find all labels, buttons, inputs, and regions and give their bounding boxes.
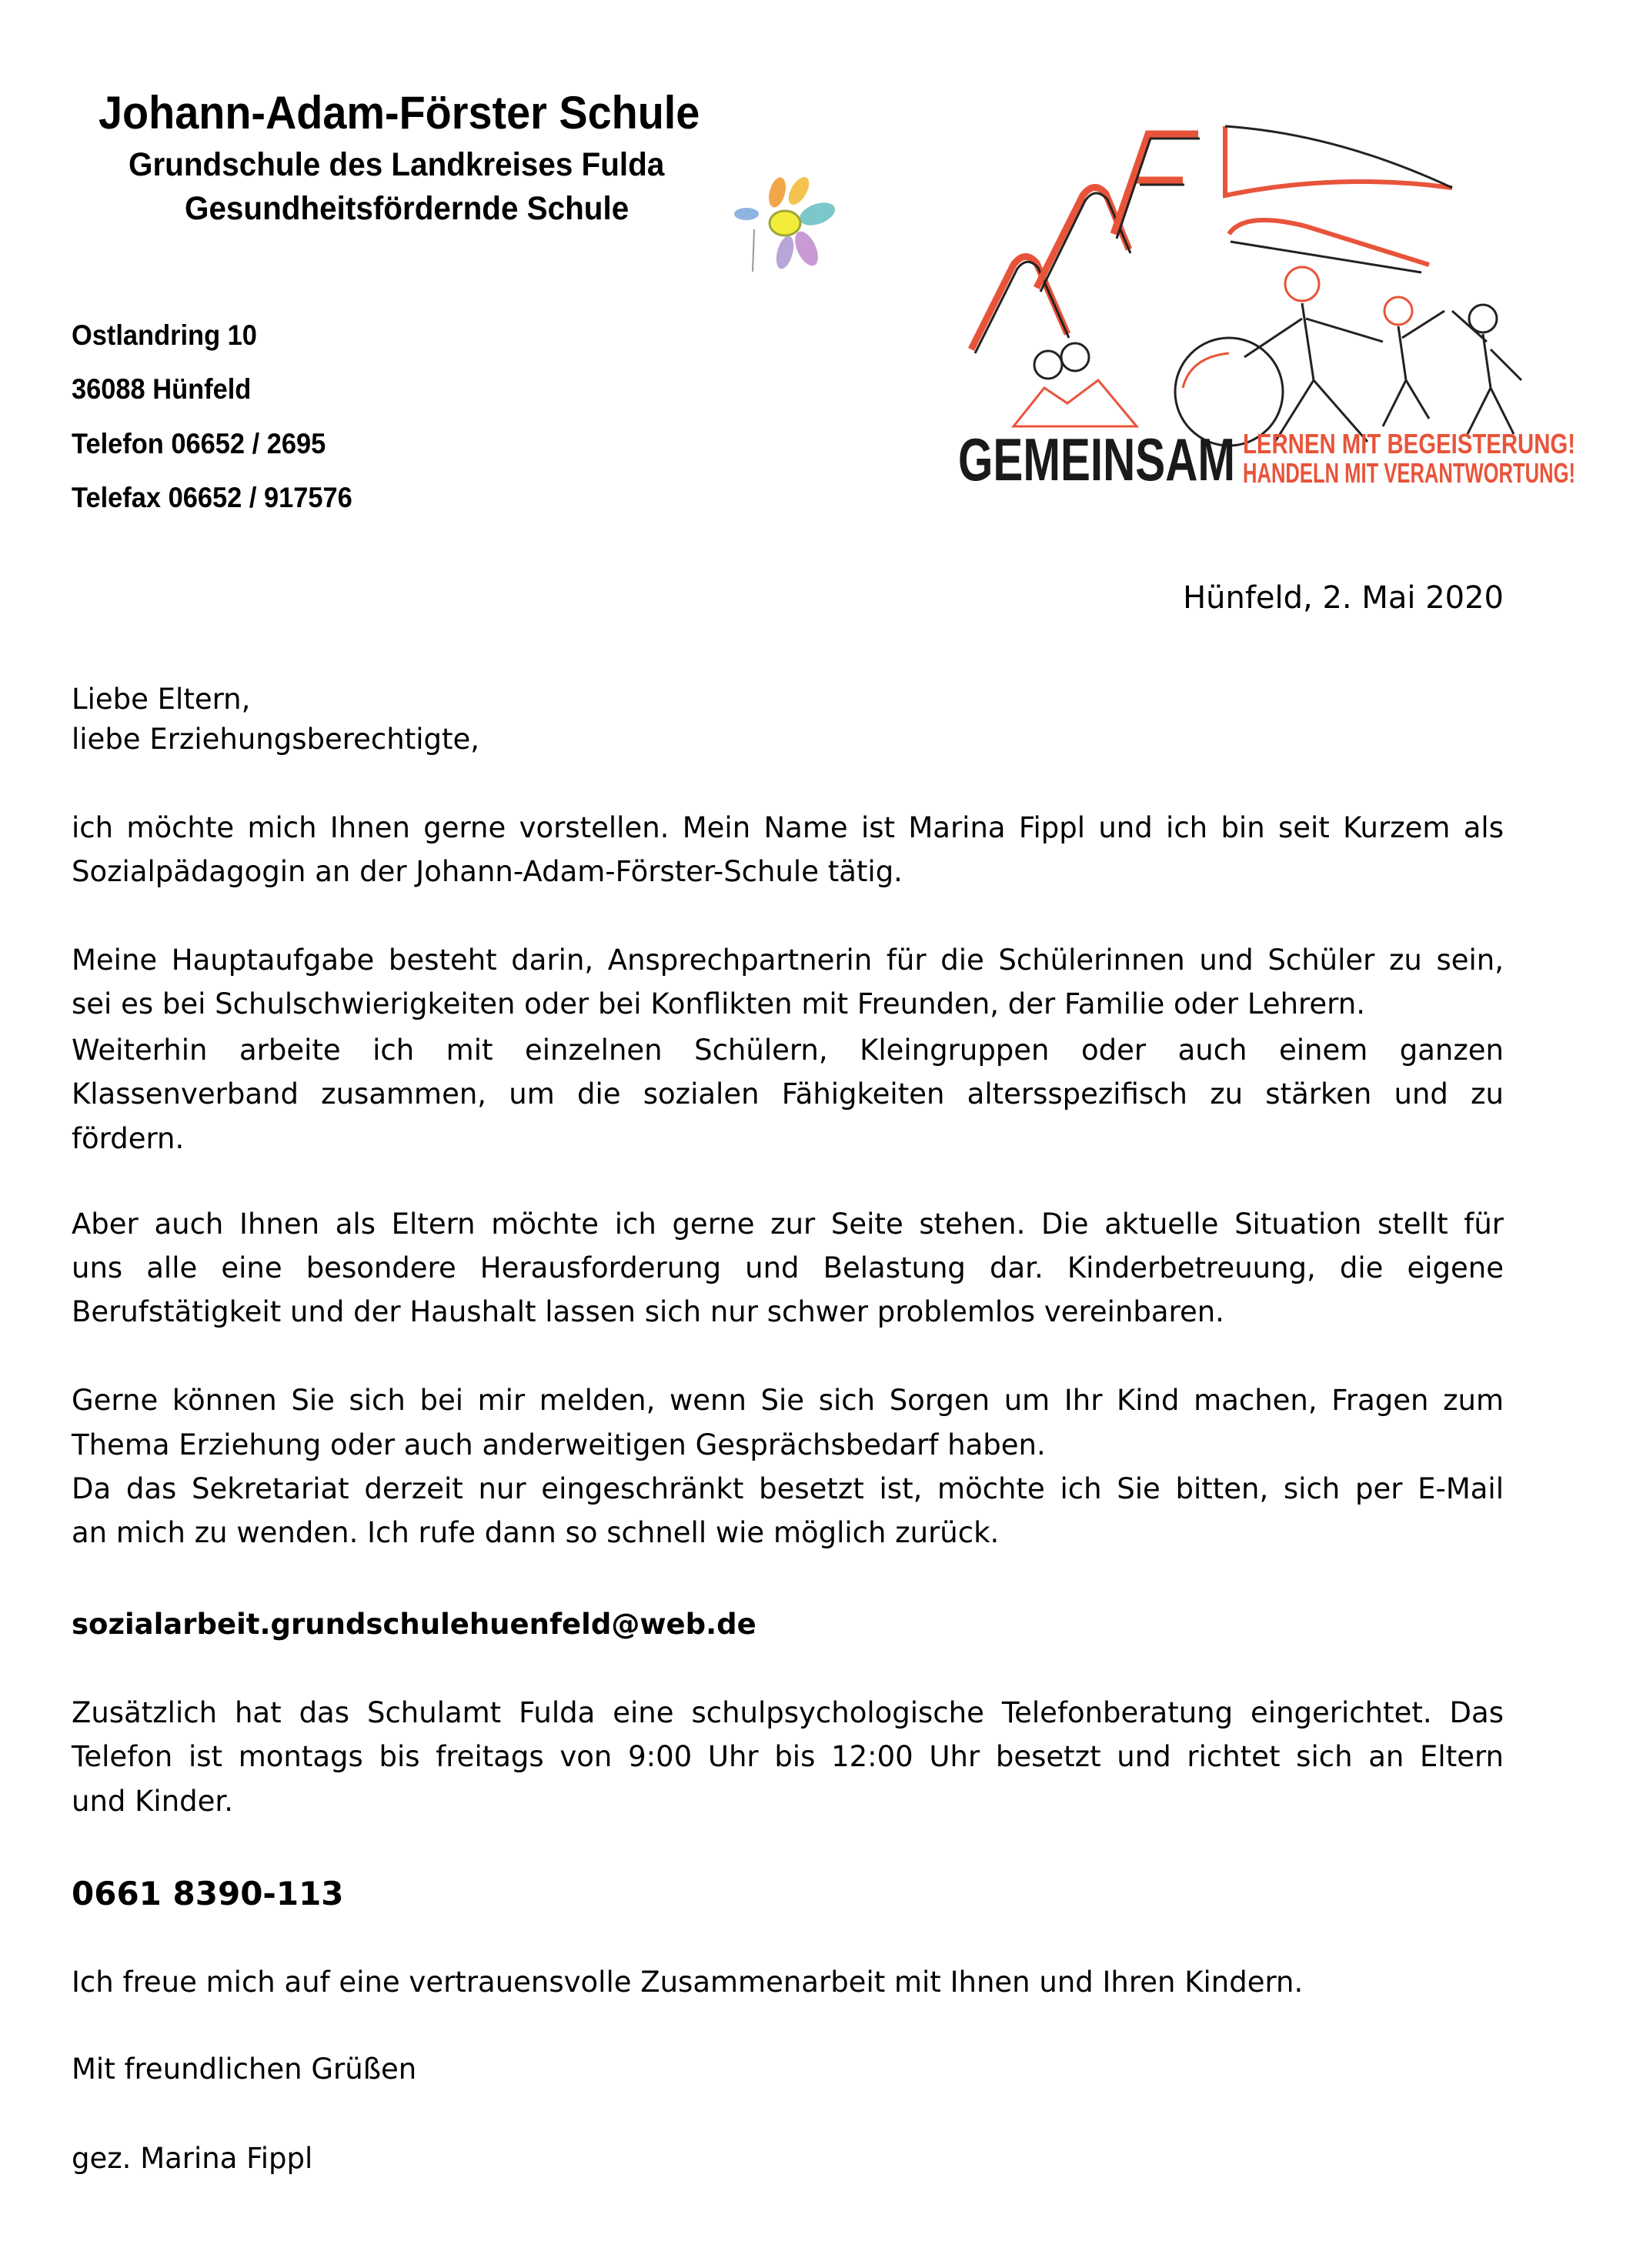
paragraph-line: fördern. xyxy=(72,1122,185,1155)
paragraph-line: Sozialpädagogin an der Johann-Adam-Förster-Schule tätig. xyxy=(72,855,903,888)
paragraph-line: Ich freue mich auf eine vertrauensvolle Zusammenarbeit mit Ihnen und Ihren Kindern. xyxy=(72,1966,1304,1999)
paragraph-line: sei es bei Schulschwierigkeiten oder bei Konflikten mit Freunden, der Familie oder Lehrern. xyxy=(72,987,1365,1020)
paragraph-line: und Kinder. xyxy=(72,1785,233,1818)
paragraph-line: Berufstätigkeit und der Haushalt lassen sich nur schwer problemlos vereinbaren. xyxy=(72,1295,1224,1328)
paragraph-line: Klassenverband zusammen, um die sozialen Fähigkeiten altersspezifisch zu stärken und zu xyxy=(72,1077,1504,1111)
flower-icon xyxy=(723,175,847,276)
contact-email[interactable]: sozialarbeit.grundschulehuenfeld@web.de xyxy=(72,1608,756,1641)
paragraph-line: Aber auch Ihnen als Eltern möchte ich gerne zur Seite stehen. Die aktuelle Situation stellt für xyxy=(72,1207,1504,1241)
address-phone: Telefon 06652 / 2695 xyxy=(72,428,326,459)
logo-word: GEMEINSAM xyxy=(958,426,1235,493)
contact-phone: 0661 8390-113 xyxy=(72,1875,344,1912)
paragraph-line: Da das Sekretariat derzeit nur eingeschränkt besetzt ist, möchte ich Sie bitten, sich per E-Mail xyxy=(72,1472,1504,1505)
salutation-line: liebe Erziehungsberechtigte, xyxy=(72,723,480,756)
paragraph-line: Telefon ist montags bis freitags von 9:00 Uhr bis 12:00 Uhr besetzt und richtet sich an Eltern xyxy=(72,1740,1504,1773)
paragraph-line: ich möchte mich Ihnen gerne vorstellen. Mein Name ist Marina Fippl und ich bin seit Kurzem als xyxy=(72,811,1504,844)
address-fax: Telefax 06652 / 917576 xyxy=(72,482,352,513)
paragraph-line: Meine Hauptaufgabe besteht darin, Ansprechpartnerin für die Schülerinnen und Schüler zu sein, xyxy=(72,944,1504,977)
paragraph-line: uns alle eine besondere Herausforderung und Belastung dar. Kinderbetreuung, die eigene xyxy=(72,1251,1504,1284)
paragraph-line: Gerne können Sie sich bei mir melden, wenn Sie sich Sorgen um Ihr Kind machen, Fragen zum xyxy=(72,1384,1504,1417)
paragraph-line: Zusätzlich hat das Schulamt Fulda eine schulpsychologische Telefonberatung eingerichtet. Das xyxy=(72,1696,1504,1729)
paragraph-line: an mich zu wenden. Ich rufe dann so schnell wie möglich zurück. xyxy=(72,1516,1000,1549)
logo-motto-2: HANDELN MIT VERANTWORTUNG! xyxy=(1243,457,1575,489)
signature: gez. Marina Fippl xyxy=(72,2142,313,2175)
closing: Mit freundlichen Grüßen xyxy=(72,2053,417,2086)
school-logo xyxy=(952,57,1583,511)
address-street: Ostlandring 10 xyxy=(72,319,257,351)
address-city: 36088 Hünfeld xyxy=(72,373,252,405)
school-subtitle: Grundschule des Landkreises Fulda xyxy=(129,146,665,183)
logo-figures xyxy=(1014,267,1521,446)
salutation-line: Liebe Eltern, xyxy=(72,683,251,716)
letter-date: Hünfeld, 2. Mai 2020 xyxy=(1183,580,1504,616)
logo-motto-1: LERNEN MIT BEGEISTERUNG! xyxy=(1243,428,1575,459)
paragraph-line: Weiterhin arbeite ich mit einzelnen Schülern, Kleingruppen oder auch einem ganzen xyxy=(72,1034,1504,1067)
school-tagline: Gesundheitsfördernde Schule xyxy=(185,190,629,227)
school-name: Johann-Adam-Förster Schule xyxy=(99,87,700,139)
paragraph-line: Thema Erziehung oder auch anderweitigen Gesprächsbedarf haben. xyxy=(72,1428,1046,1461)
